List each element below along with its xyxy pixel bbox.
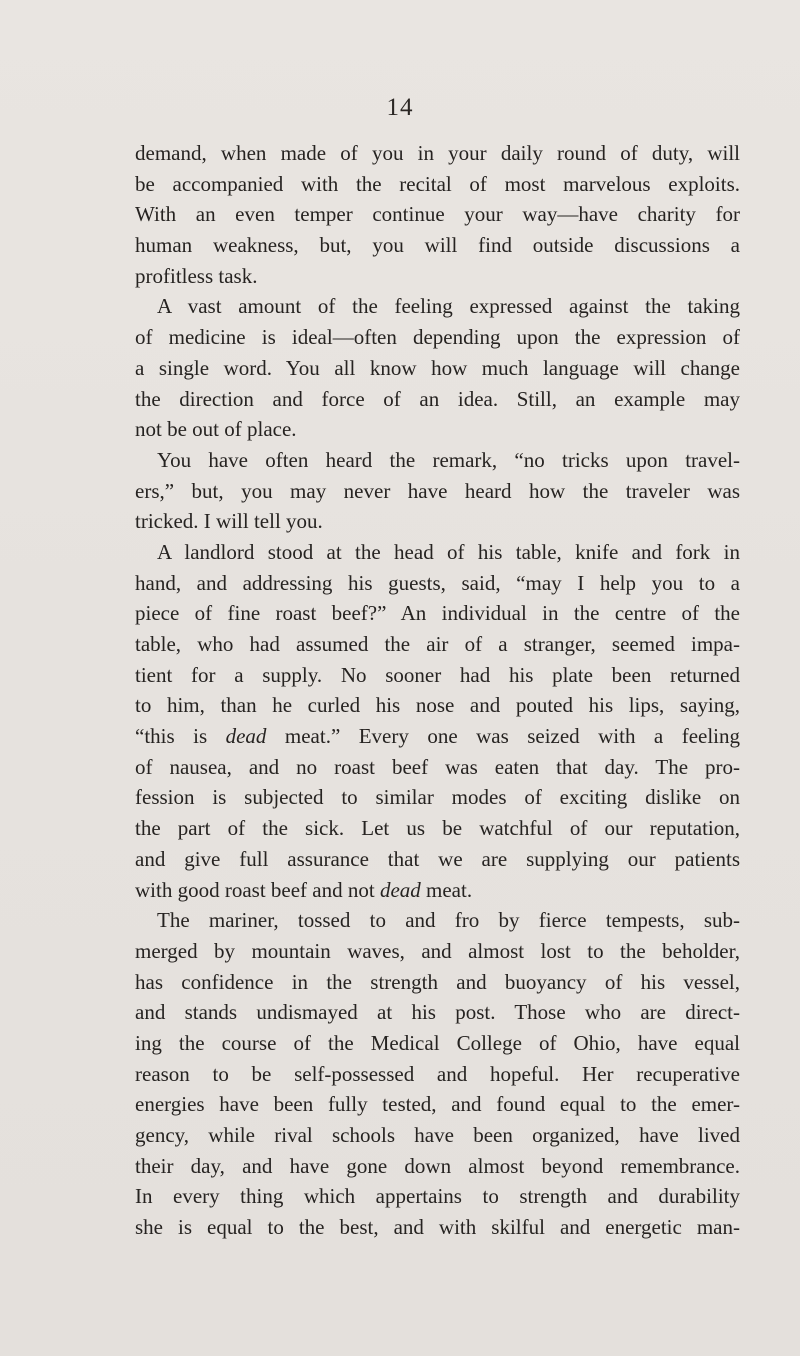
text-line: table, who had assumed the air of a stranger, seemed impa-	[135, 632, 740, 656]
italic-word: dead	[379, 877, 421, 902]
text-line: You have often heard the remark, “no tricks upon travel-	[157, 447, 740, 472]
body-text	[135, 138, 740, 1243]
text-line: ing the course of the Medical College of Ohio, have equal	[135, 1030, 740, 1055]
text-line: A vast amount of the feeling expressed against the taking	[157, 294, 740, 319]
text-line: A landlord stood at the head of his table, knife and fork in	[157, 539, 740, 564]
text-line: tient for a supply. No sooner had his plate been returned	[135, 662, 740, 687]
text-line: hand, and addressing his guests, said, “may I help you to a	[135, 570, 740, 595]
text-line: With an even temper continue your way—have charity for	[135, 202, 740, 227]
text-line: to him, than he curled his nose and pouted his lips, saying,	[135, 693, 740, 718]
text-line: and give full assurance that we are supplying our patients	[135, 846, 740, 871]
text-line: In every thing which appertains to strength and durability	[135, 1184, 740, 1209]
line-text: with good roast beef and not	[135, 877, 380, 902]
text-line: of nausea, and no roast beef was eaten that day. The pro-	[135, 754, 740, 779]
text-line	[135, 875, 740, 906]
line-text: meat.	[420, 877, 473, 902]
text-line: demand, when made of you in your daily round of duty, will	[135, 141, 740, 165]
text-line: and stands undismayed at his post. Those who are direct-	[135, 1000, 740, 1025]
text-line: human weakness, but, you will find outside discussions a	[135, 233, 740, 258]
text-line	[135, 721, 740, 752]
text-line: fession is subjected to similar modes of exciting dislike on	[135, 785, 740, 810]
line-text: “this is	[135, 724, 226, 749]
text-line: she is equal to the best, and with skilful and energetic man-	[135, 1215, 740, 1240]
text-line: their day, and have gone down almost beyond remembrance.	[135, 1153, 740, 1178]
text-line: profitless task.	[135, 263, 258, 288]
text-line: has confidence in the strength and buoyancy of his vessel,	[135, 969, 740, 994]
page-number: 14	[386, 94, 414, 121]
italic-word: dead	[225, 724, 267, 749]
text-line: be accompanied with the recital of most marvelous exploits.	[135, 171, 740, 196]
text-line: of medicine is ideal—often depending upon the expression of	[135, 325, 740, 350]
text-line: merged by mountain waves, and almost lost to the beholder,	[135, 938, 740, 963]
text-line: gency, while rival schools have been organized, have lived	[135, 1123, 740, 1147]
text-line: not be out of place.	[135, 417, 297, 442]
text-line: the part of the sick. Let us be watchful of our reputation,	[135, 816, 740, 841]
text-line: piece of fine roast beef?” An individual in the centre of the	[135, 601, 740, 626]
text-line: energies have been fully tested, and found equal to the emer-	[135, 1092, 740, 1117]
text-line: the direction and force of an idea. Still, an example may	[135, 386, 740, 411]
text-line: a single word. You all know how much language will change	[135, 355, 740, 380]
text-line: reason to be self-possessed and hopeful. Her recuperative	[135, 1061, 740, 1086]
text-line: The mariner, tossed to and fro by fierce tempests, sub-	[157, 908, 740, 933]
text-line: ers,” but, you may never have heard how the traveler was	[135, 478, 740, 503]
line-text: meat.” Every one was seized with a feeling	[266, 724, 741, 749]
text-line: tricked. I will tell you.	[135, 509, 323, 534]
